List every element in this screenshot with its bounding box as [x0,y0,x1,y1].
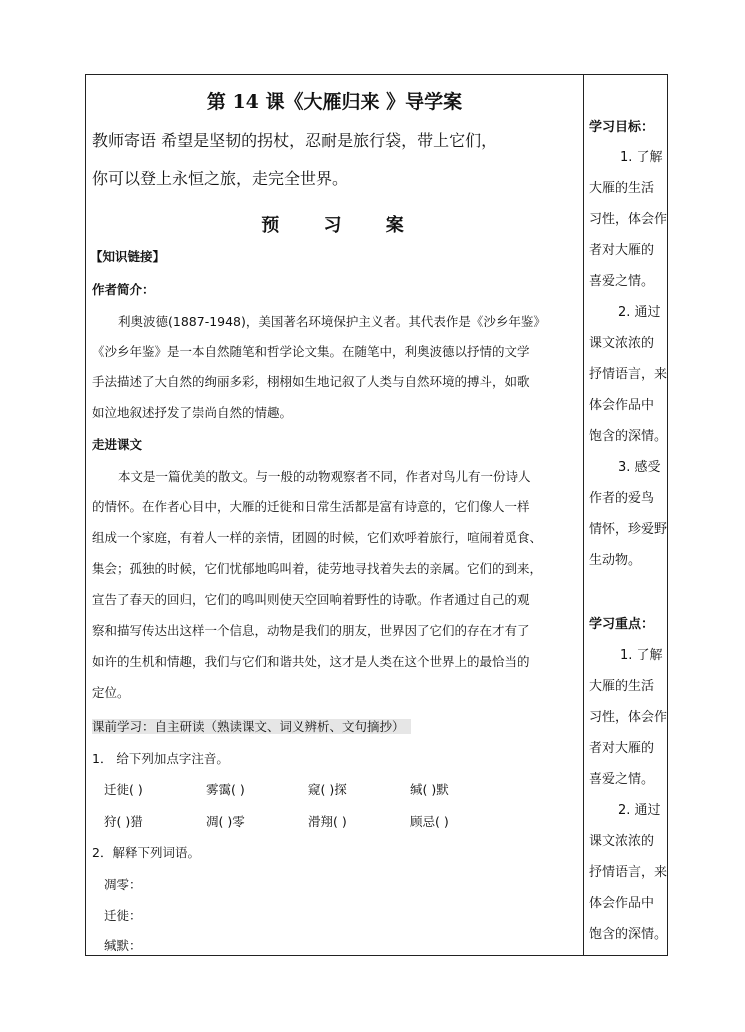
text-line: 察和描写传达出这样一个信息，动物是我们的朋友，世界因了它们的存在才有了 [92,623,530,638]
focus-line: 1. 了解 [620,648,663,663]
goal-line: 抒情语言，来 [589,367,668,382]
learning-goals-label: 学习目标： [589,120,655,135]
preview-char: 习 [323,215,346,236]
pre-class-study [92,718,411,736]
teacher-motto-line-2: 你可以登上永恒之旅，走完全世界。 [92,169,349,188]
goal-line: 饱含的深情。 [589,429,668,444]
goal-line: 习性，体会作 [589,212,668,227]
goal-line: 生动物。 [589,553,642,568]
author-line: 如泣地叙述抒发了崇尚自然的情趣。 [92,405,293,420]
question-2: 2．解释下列词语。 [92,845,200,860]
pinyin-item: 滑翔( ) [308,814,347,829]
pinyin-item: 凋( )零 [206,814,245,829]
preview-char: 案 [385,215,408,236]
goal-line: 2. 通过 [618,305,661,320]
focus-line: 课文浓浓的 [589,834,655,849]
author-line: 《沙乡年鉴》是一本自然随笔和哲学论文集。在随笔中，利奥波德以抒情的文学 [92,344,530,359]
word-item: 凋零： [104,877,142,892]
knowledge-link-heading: 【知识链接】 [90,249,166,264]
focus-line: 者对大雁的 [589,741,655,756]
text-line: 定位。 [92,685,130,700]
author-line: 利奥波德(1887-1948)，美国著名环境保护主义者。其代表作是《沙乡年鉴》 [118,314,546,329]
text-line: 如许的生机和情趣，我们与它们和谐共处，这才是人类在这个世界上的最恰当的 [92,654,530,669]
text-line: 宣告了春天的回归，它们的鸣叫则使天空回响着野性的诗歌。作者通过自己的观 [92,592,530,607]
pinyin-item: 迁徙( ) [104,782,143,797]
question-1: 1． 给下列加点字注音。 [92,751,229,766]
pinyin-item: 顾忌( ) [410,814,449,829]
learning-focus-label: 学习重点： [589,617,655,632]
page-title: 第 14 课《大雁归来 》导学案 [206,91,463,113]
focus-line: 抒情语言，来 [589,865,668,880]
text-line: 集会；孤独的时候，它们忧郁地呜叫着，徒劳地寻找着失去的亲属。它们的到来， [92,561,543,576]
goal-line: 大雁的生活 [589,181,655,196]
focus-line: 大雁的生活 [589,679,655,694]
pinyin-item: 狩( )猎 [104,814,143,829]
goal-line: 情怀，珍爱野 [589,522,668,537]
pre-class-study-text: 课前学习：自主研读（熟读课文、词义辨析、文句摘抄） [92,719,411,734]
focus-line: 喜爱之情。 [589,772,655,787]
goal-line: 作者的爱鸟 [589,491,655,506]
teacher-motto-line-1: 教师寄语 希望是坚韧的拐杖，忍耐是旅行袋，带上它们， [92,131,498,150]
word-item: 缄默： [104,938,142,953]
pinyin-row-1 [104,781,449,799]
pinyin-item: 窥( )探 [308,782,347,797]
section-heading-preview [86,211,583,237]
pinyin-item: 缄( )默 [410,782,449,797]
focus-line: 2. 通过 [618,803,661,818]
goal-line: 3. 感受 [618,460,661,475]
author-line: 手法描述了大自然的绚丽多彩，栩栩如生地记叙了人类与自然环境的搏斗，如歌 [92,374,530,389]
preview-char: 预 [261,215,284,236]
main-column [86,75,583,955]
text-line: 的情怀。在作者心目中，大雁的迁徙和日常生活都是富有诗意的，它们像人一样 [92,499,530,514]
text-heading: 走进课文 [92,437,143,452]
author-heading: 作者简介： [92,282,155,297]
goal-line: 喜爱之情。 [589,274,655,289]
column-divider [583,74,584,956]
sidebar-column [585,75,667,955]
pinyin-row-2 [104,813,449,831]
focus-line: 饱含的深情。 [589,927,668,942]
goal-line: 1. 了解 [620,150,663,165]
goal-line: 体会作品中 [589,398,655,413]
focus-line: 体会作品中 [589,896,655,911]
goal-line: 者对大雁的 [589,243,655,258]
text-line: 组成一个家庭，有着人一样的亲情，团圆的时候，它们欢呼着旅行，喧闹着觅食、 [92,530,543,545]
goal-line: 课文浓浓的 [589,336,655,351]
word-item: 迁徙： [104,908,142,923]
pinyin-item: 雾霭( ) [206,782,245,797]
text-line: 本文是一篇优美的散文。与一般的动物观察者不同，作者对鸟儿有一份诗人 [118,469,531,484]
focus-line: 习性，体会作 [589,710,668,725]
